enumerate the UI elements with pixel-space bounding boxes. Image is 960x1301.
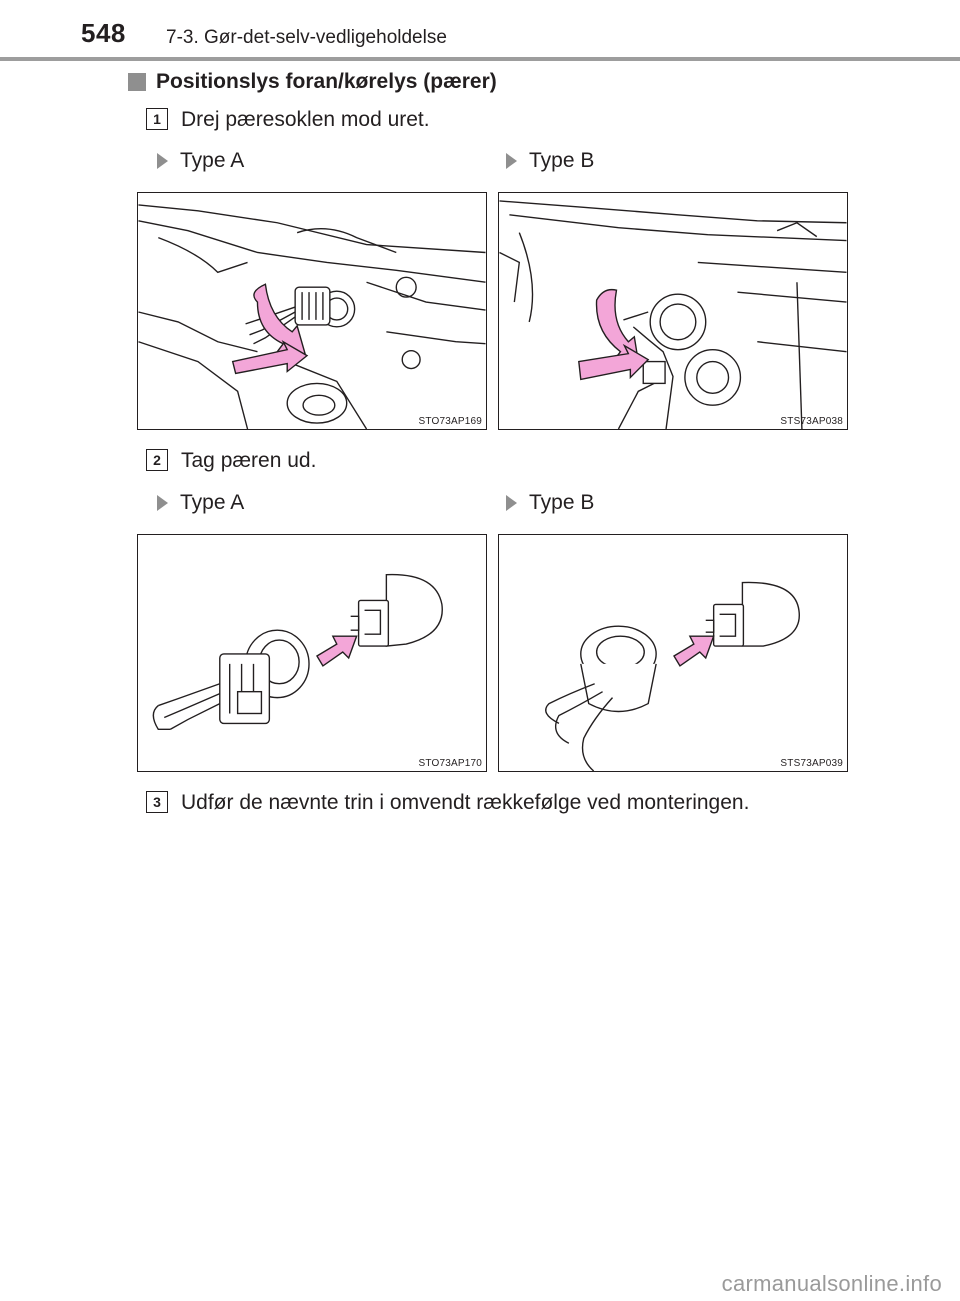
figure-code: STO73AP170 [418,758,482,769]
figure-code: STS73AP039 [780,758,843,769]
chapter-title: 7-3. Gør-det-selv-vedligeholdelse [166,27,447,48]
section-heading [128,70,497,94]
triangle-bullet-icon [157,495,168,511]
figure-step1-type-b [498,192,848,430]
step-2-text: Tag pæren ud. [181,449,317,472]
type-label-1a [157,149,244,173]
square-bullet-icon [128,73,146,91]
figure-step2-type-a [137,534,487,772]
header-rule [0,57,960,61]
type-label-text: Type B [529,491,595,514]
step-1-text: Drej pæresoklen mod uret. [181,108,430,131]
page-number: 548 [81,18,126,48]
type-label-text: Type A [180,149,245,172]
step-3-text: Udfør de nævnte trin i omvendt rækkefølge ved monteringen. [181,791,750,814]
triangle-bullet-icon [506,495,517,511]
socket-rotate-illustration-b [499,193,847,429]
socket-rotate-illustration-a [138,193,486,429]
figure-code: STS73AP038 [780,416,843,427]
figure-code: STO73AP169 [418,416,482,427]
figure-step1-type-a [137,192,487,430]
step-number-3: 3 [146,791,168,813]
type-label-2a [157,491,244,515]
triangle-bullet-icon [157,153,168,169]
bulb-removal-illustration-a [138,535,486,771]
step-number-2: 2 [146,449,168,471]
type-label-2b [506,491,594,515]
type-label-text: Type A [180,491,245,514]
section-title: Positionslys foran/kørelys (pærer) [156,70,497,93]
type-label-text: Type B [529,149,595,172]
figure-step2-type-b [498,534,848,772]
triangle-bullet-icon [506,153,517,169]
watermark: carmanualsonline.info [721,1271,942,1296]
bulb-removal-illustration-b [499,535,847,771]
type-label-1b [506,149,594,173]
step-number-1: 1 [146,108,168,130]
